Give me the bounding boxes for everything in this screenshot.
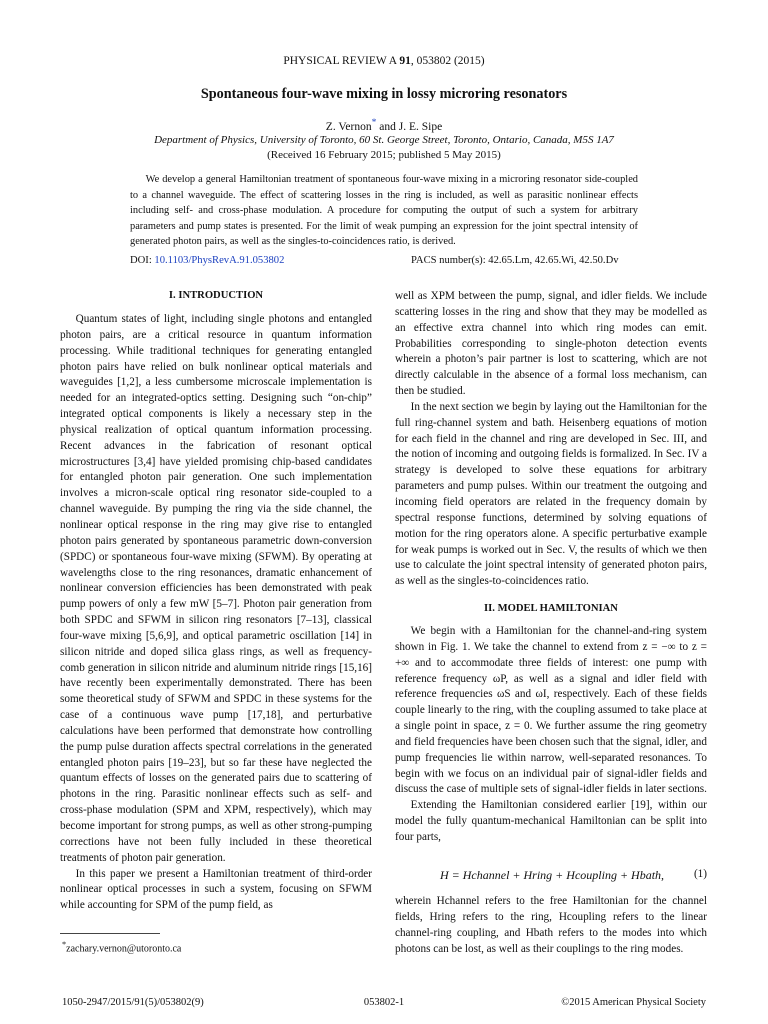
model-section bbox=[395, 624, 707, 846]
pacs-numbers: PACS number(s): 42.65.Lm, 42.65.Wi, 42.50.Dv bbox=[411, 255, 619, 266]
section-heading-introduction: I. INTRODUCTION bbox=[168, 290, 264, 301]
authors: Z. Vernon* and J. E. Sipe bbox=[325, 117, 443, 133]
footnote: *zachary.vernon@utoronto.ca bbox=[62, 940, 182, 955]
footnote-rule bbox=[60, 933, 160, 934]
footer-copyright: ©2015 American Physical Society bbox=[561, 997, 706, 1008]
received-dates: (Received 16 February 2015; published 5 May 2015) bbox=[267, 149, 501, 161]
affiliation: Department of Physics, University of Toronto, 60 St. George Street, Toronto, Ontario, Canada, M5S 1A7 bbox=[154, 134, 614, 146]
doi-link[interactable]: 10.1103/PhysRevA.91.053802 bbox=[154, 255, 285, 266]
model-paragraph-1: We begin with a Hamiltonian for the channel-and-ring system shown in Fig. 1. We take the channel to extend from z = −∞ to z = +∞ and to accommodate three fields of interest: one pump with reference frequency ωP, as well as a signal and idler field with reference frequencies ωS and ωI, respectively. Each of these fields couple linearly to the ring, with the coupling assumed to take place at a single point in space, z = 0. We further assume the ring geometry and field frequencies have been chosen such that the signal, idler, and pump frequencies lie within narrow, well-separated resonances. To begin with we focus on an individual pair of signal-idler fields and discuss the case of multiple sets of signal-idler fields in later sections. bbox=[395, 625, 707, 796]
doi: DOI: 10.1103/PhysRevA.91.053802 bbox=[130, 255, 285, 266]
equation-body: H = Hchannel + Hring + Hcoupling + Hbath, bbox=[440, 868, 665, 882]
left-column bbox=[60, 312, 372, 914]
right-column bbox=[395, 289, 707, 590]
abstract: We develop a general Hamiltonian treatment of spontaneous four-wave mixing in a microring resonator side-coupled to a channel waveguide. The effect of scattering losses in the ring is included, as well as parasitic nonlinear effects including self- and cross-phase modulation. A procedure for computing the output of such a system for arbitrary parameters and pump states is presented. For the limit of weak pumping an expression for the joint spectral intensity of generated photon pairs, as well as the singles-to-coincidences ratio, is derived. bbox=[130, 174, 638, 248]
model-paragraph-3: wherein Hchannel refers to the free Hamiltonian for the channel fields, Hring refers to the ring, Hcoupling refers to the linear channel-ring coupling, and Hbath refers to the modes into which photons can be lost, as well as their couplings to the ring modes. bbox=[395, 895, 707, 955]
model-paragraph-3-container bbox=[395, 894, 707, 957]
section-heading-model-hamiltonian: II. MODEL HAMILTONIAN bbox=[484, 603, 618, 614]
footer-issn: 1050-2947/2015/91(5)/053802(9) bbox=[62, 997, 204, 1008]
equation-number: (1) bbox=[693, 868, 707, 880]
footer-page-number: 053802-1 bbox=[363, 997, 405, 1008]
model-paragraph-2: Extending the Hamiltonian considered earlier [19], within our model the fully quantum-mechanical Hamiltonian can be split into four parts, bbox=[395, 799, 707, 843]
intro-paragraph-2-continued: well as XPM between the pump, signal, and idler fields. We include scattering losses in the ring and show that they may be modelled as an effective extra channel into which ring modes can emit. Probabilities corresponding to single-photon detection events wherein a photon’s pair partner is lost to scattering, which are not directly calculable in the absence of a formal loss mechanism, can then be studied. bbox=[395, 290, 707, 398]
intro-paragraph-1: Quantum states of light, including single photons and entangled photon pairs, are a critical resource in quantum information processing. While traditional techniques for generating entangled photon pairs have relied on bulk nonlinear optical materials and waveguides [1,2], a less cumbersome microscale implementation is needed for an integrated-optics setting. Designing such “on-chip” integrated optical components is likely a necessary step in the physical realization of optical quantum information processing. Recent advances in the fabrication of resonant optical microstructures [3,4] have yielded promising chip-based candidates for entangled photon pair generation. One such implementation involves a micron-scale optical ring resonator side-coupled to a channel waveguide. By pumping the ring via the side channel, the nonlinear optical response in the ring may give rise to entangled photon pairs generated by spontaneous parametric down-conversion (SPDC) or spontaneous four-wave mixing (SFWM). By operating at wavelengths close to the ring resonances, dramatic enhancement of nonlinear conversion efficiencies has been demonstrated with peak pump powers of only a few mW [5–7]. Photon pair generation from both SPDC and SFWM in silicon ring resonators [7–13], classical four-wave mixing [5,6,9], and optical parametric oscillation [14] in silicon nitride and doped silica glass rings, as well as frequency-comb generation in silicon nitride and aluminum nitride rings [15,16] have recently been experimentally demonstrated. There has been some theoretical study of SFWM and SPDC in these systems for the case of a continuous wave pump [17,18], and perturbative calculations have been performed that demonstrate how controlling the pump pulse duration affects spectral correlations in the generated entangled photon pairs [19–23], but so far these have neglected the quantum effects of losses on the generated pairs due to scattering of photons in the ring. Parasitic nonlinear effects such as self- and cross-phase modulation (SPM and XPM, respectively), which may become important for strong pumps, as well as other strong-pumping corrections have not been fully included in these theoretical treatments of photon pair generation. bbox=[60, 313, 372, 864]
journal-header: PHYSICAL REVIEW A 91, 053802 (2015) bbox=[283, 55, 485, 67]
author-footnote-link[interactable]: * bbox=[371, 117, 377, 128]
paper-title: Spontaneous four-wave mixing in lossy microring resonators bbox=[200, 86, 568, 102]
intro-paragraph-3: In the next section we begin by laying out the Hamiltonian for the full ring-channel system and bath. Heisenberg equations of motion for each field in the channel and ring are developed in Sec. III, and the notion of incoming and outgoing fields is formalized. In Sec. IV a strategy is developed to solve these equations for arbitrary parameters and pump pulses. Within our treatment the outgoing and incoming field operators are related in the frequency domain by spectral response functions, determined by solving equations of motion for the ring operators alone. A specific perturbative example for weak pumps is worked out in Sec. V, the results of which we then use to calculate the joint spectral intensity of generated photon pairs, as well as the singles-to-coincidences ratio. bbox=[395, 400, 707, 588]
intro-paragraph-2: In this paper we present a Hamiltonian treatment of third-order nonlinear optical processes in such a system, focusing on SFWM while accounting for SPM of the pump field, as bbox=[60, 867, 372, 912]
